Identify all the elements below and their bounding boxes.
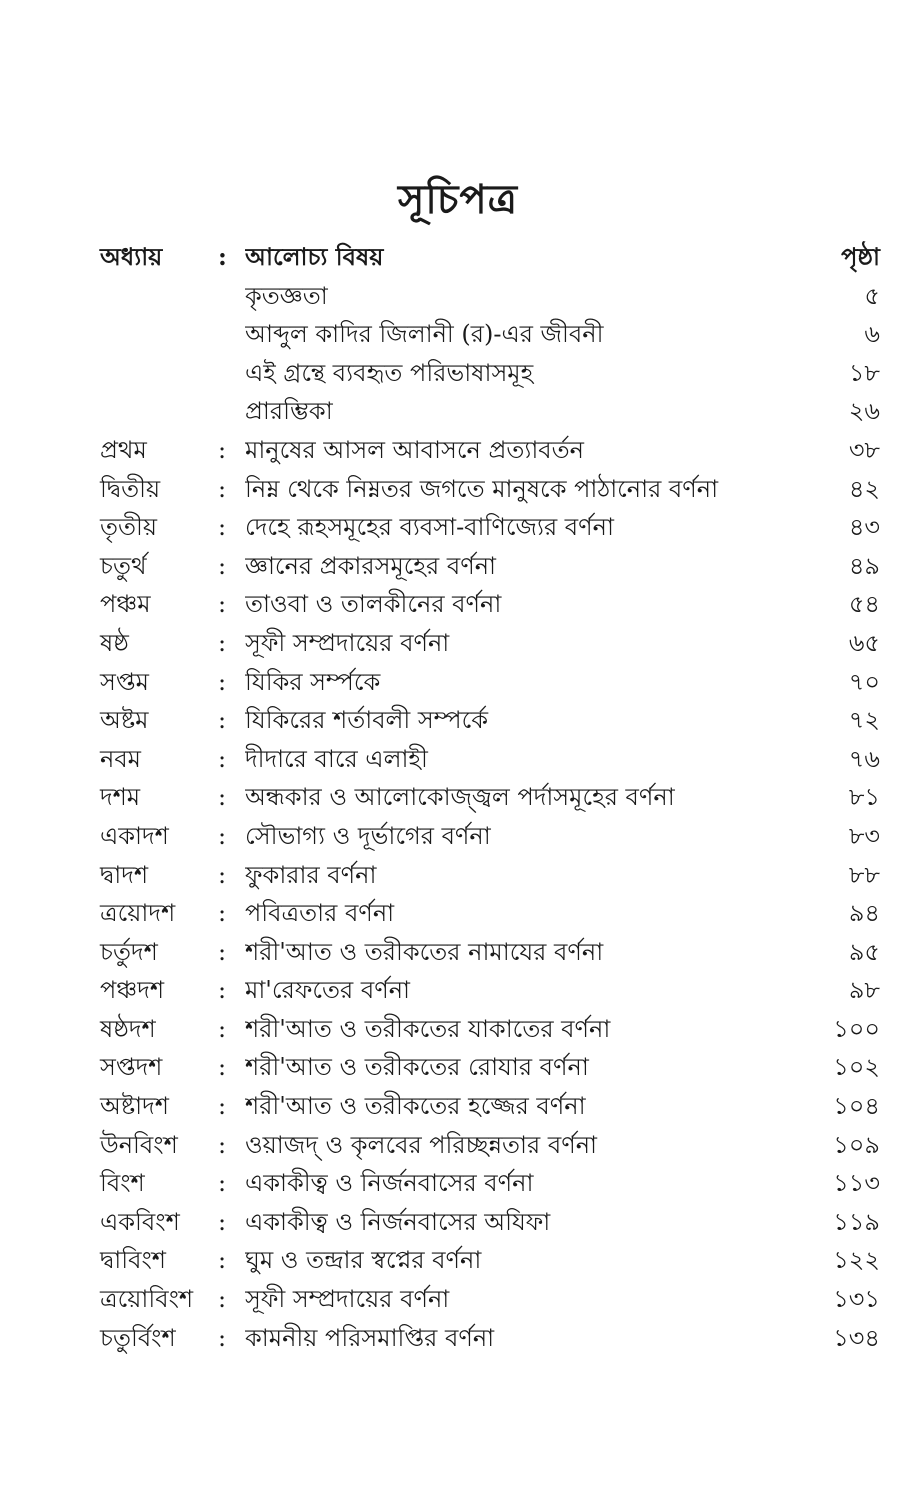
page-number: ১১৯ <box>833 1207 880 1236</box>
subject-text: এই গ্রন্থে ব্যবহৃত পরিভাষাসমূহ <box>245 358 534 387</box>
toc-row <box>100 354 880 393</box>
toc-row <box>100 585 880 624</box>
page-number: ৪২ <box>848 474 880 503</box>
page-number: ১৩১ <box>833 1285 880 1314</box>
colon-separator: : <box>218 435 227 464</box>
page-number: ৭০ <box>848 667 880 696</box>
subject-text: দীদারে বারে এলাহী <box>245 744 428 773</box>
toc-row <box>100 1087 880 1126</box>
toc-row <box>100 1164 880 1203</box>
page-number: ৭২ <box>848 706 880 735</box>
page-number: ৯৮ <box>848 976 880 1005</box>
page-number: ৩৮ <box>848 435 880 464</box>
toc-row <box>100 277 880 316</box>
subject-text: শরী'আত ও তরীকতের যাকাতের বর্ণনা <box>245 1014 611 1043</box>
subject-text: আব্দুল কাদির জিলানী (র)-এর জীবনী <box>245 320 604 349</box>
colon-separator: : <box>218 937 227 966</box>
toc-row <box>100 1048 880 1087</box>
toc-row <box>100 933 880 972</box>
chapter-label: নবম <box>100 744 142 773</box>
chapter-label: চর্তুদশ <box>100 937 158 966</box>
chapter-label: দ্বাদশ <box>100 860 149 889</box>
chapter-label: সপ্তদশ <box>100 1053 163 1082</box>
chapter-column-header: অধ্যায় <box>100 242 163 271</box>
subject-text: অন্ধকার ও আলোকোজ্জ্বল পর্দাসমূহের বর্ণনা <box>245 783 675 812</box>
toc-row <box>100 508 880 547</box>
toc-row <box>100 856 880 895</box>
toc-row <box>100 701 880 740</box>
chapter-label: দ্বিতীয় <box>100 474 161 503</box>
colon-separator: : <box>218 783 227 812</box>
page-number: ১০৪ <box>833 1092 880 1121</box>
colon-separator: : <box>218 1285 227 1314</box>
colon-separator: : <box>218 474 227 503</box>
chapter-label: ত্রয়োদশ <box>100 899 176 928</box>
colon-separator: : <box>218 628 227 657</box>
colon-separator: : <box>218 590 227 619</box>
subject-text: একাকীত্ব ও নির্জনবাসের অযিফা <box>245 1207 551 1236</box>
colon-separator: : <box>218 860 227 889</box>
page-number: ৬৫ <box>848 628 880 657</box>
chapter-label: বিংশ <box>100 1169 145 1198</box>
chapter-label: চতুর্থ <box>100 551 147 580</box>
subject-text: সূফী সম্প্রদায়ের বর্ণনা <box>245 628 450 657</box>
colon-separator: : <box>218 706 227 735</box>
subject-text: মা'রেফতের বর্ণনা <box>245 976 410 1005</box>
toc-row <box>100 1280 880 1319</box>
colon-separator: : <box>218 899 227 928</box>
page-number: ১০০ <box>833 1014 880 1043</box>
page-number: ৮১ <box>848 783 880 812</box>
chapter-label: দশম <box>100 783 141 812</box>
page-number: ১৩৪ <box>833 1323 880 1352</box>
subject-text: পবিত্রতার বর্ণনা <box>245 899 395 928</box>
subject-text: মানুষের আসল আবাসনে প্রত্যাবর্তন <box>245 435 584 464</box>
colon-separator: : <box>218 551 227 580</box>
chapter-label: সপ্তম <box>100 667 149 696</box>
toc-row <box>100 547 880 586</box>
page-number: ১০২ <box>833 1053 880 1082</box>
table-of-contents <box>100 238 880 1357</box>
subject-text: যিকির সর্ম্পকে <box>245 667 381 696</box>
subject-text: প্রারম্ভিকা <box>245 397 333 426</box>
colon-separator: : <box>218 1053 227 1082</box>
toc-row <box>100 1319 880 1358</box>
colon-separator: : <box>218 1246 227 1275</box>
colon-separator: : <box>218 667 227 696</box>
toc-row <box>100 971 880 1010</box>
subject-text: সৌভাগ্য ও দূর্ভাগের বর্ণনা <box>245 821 491 850</box>
subject-text: দেহে রূহসমূহের ব্যবসা-বাণিজ্যের বর্ণনা <box>245 513 614 542</box>
page-number: ৯৫ <box>848 937 880 966</box>
page-number: ৭৬ <box>848 744 880 773</box>
toc-row <box>100 624 880 663</box>
chapter-label: অষ্টাদশ <box>100 1092 169 1121</box>
subject-column-header: আলোচ্য বিষয় <box>245 242 384 271</box>
chapter-label: অষ্টম <box>100 706 149 735</box>
page-title: সূচিপত্র <box>398 176 518 223</box>
subject-text: শরী'আত ও তরীকতের রোযার বর্ণনা <box>245 1053 589 1082</box>
toc-row <box>100 1126 880 1165</box>
colon-separator: : <box>218 242 227 271</box>
page-number: ৪৩ <box>848 513 880 542</box>
toc-row <box>100 431 880 470</box>
colon-separator: : <box>218 1092 227 1121</box>
colon-separator: : <box>218 1207 227 1236</box>
toc-rows <box>100 277 880 1358</box>
chapter-label: ত্রয়োবিংশ <box>100 1285 194 1314</box>
chapter-label: পঞ্চম <box>100 590 151 619</box>
toc-row <box>100 315 880 354</box>
toc-row <box>100 1010 880 1049</box>
chapter-label: দ্বাবিংশ <box>100 1246 166 1275</box>
subject-text: নিম্ন থেকে নিম্নতর জগতে মানুষকে পাঠানোর বর্ণনা <box>245 474 719 503</box>
subject-text: জ্ঞানের প্রকারসমূহের বর্ণনা <box>245 551 497 580</box>
colon-separator: : <box>218 1169 227 1198</box>
subject-text: কামনীয় পরিসমাপ্তির বর্ণনা <box>245 1323 495 1352</box>
page-number: ১০৯ <box>833 1130 880 1159</box>
toc-row <box>100 1241 880 1280</box>
colon-separator: : <box>218 744 227 773</box>
page-number: ২৬ <box>848 397 880 426</box>
colon-separator: : <box>218 513 227 542</box>
subject-text: ফুকারার বর্ণনা <box>245 860 377 889</box>
page-number: ৬ <box>864 320 880 349</box>
subject-text: ঘুম ও তন্দ্রার স্বপ্নের বর্ণনা <box>245 1246 482 1275</box>
colon-separator: : <box>218 1130 227 1159</box>
toc-row <box>100 778 880 817</box>
chapter-label: একাদশ <box>100 821 169 850</box>
chapter-label: ষষ্ঠদশ <box>100 1014 156 1043</box>
page-number: ৫৪ <box>848 590 880 619</box>
toc-row <box>100 392 880 431</box>
page-number: ১১৩ <box>833 1169 880 1198</box>
subject-text: সূফী সম্প্রদায়ের বর্ণনা <box>245 1285 450 1314</box>
toc-row <box>100 740 880 779</box>
colon-separator: : <box>218 1323 227 1352</box>
page-number: ৪৯ <box>848 551 880 580</box>
chapter-label: ষষ্ঠ <box>100 628 129 657</box>
page-number: ৮৩ <box>848 821 880 850</box>
toc-row <box>100 817 880 856</box>
toc-row <box>100 470 880 509</box>
page-number: ৯৪ <box>848 899 880 928</box>
chapter-label: একবিংশ <box>100 1207 180 1236</box>
page-number: ৫ <box>864 281 880 310</box>
chapter-label: উনবিংশ <box>100 1130 178 1159</box>
page-number: ১২২ <box>833 1246 880 1275</box>
subject-text: যিকিরের শর্তাবলী সম্পর্কে <box>245 706 489 735</box>
toc-row <box>100 663 880 702</box>
chapter-label: পঞ্চদশ <box>100 976 165 1005</box>
toc-row <box>100 894 880 933</box>
colon-separator: : <box>218 821 227 850</box>
subject-text: শরী'আত ও তরীকতের নামাযের বর্ণনা <box>245 937 604 966</box>
page-column-header: পৃষ্ঠা <box>841 242 880 271</box>
subject-text: তাওবা ও তালকীনের বর্ণনা <box>245 590 502 619</box>
subject-text: শরী'আত ও তরীকতের হজ্জের বর্ণনা <box>245 1092 586 1121</box>
chapter-label: তৃতীয় <box>100 513 158 542</box>
toc-row <box>100 1203 880 1242</box>
page-number: ৮৮ <box>848 860 880 889</box>
chapter-label: চতুর্বিংশ <box>100 1323 176 1352</box>
colon-separator: : <box>218 976 227 1005</box>
subject-text: ওয়াজদ্ ও কৃলবের পরিচ্ছন্নতার বর্ণনা <box>245 1130 598 1159</box>
chapter-label: প্রথম <box>100 435 147 464</box>
colon-separator: : <box>218 1014 227 1043</box>
page-number: ১৮ <box>848 358 880 387</box>
toc-header-row <box>100 238 880 277</box>
subject-text: একাকীত্ব ও নির্জনবাসের বর্ণনা <box>245 1169 534 1198</box>
subject-text: কৃতজ্ঞতা <box>245 281 328 310</box>
